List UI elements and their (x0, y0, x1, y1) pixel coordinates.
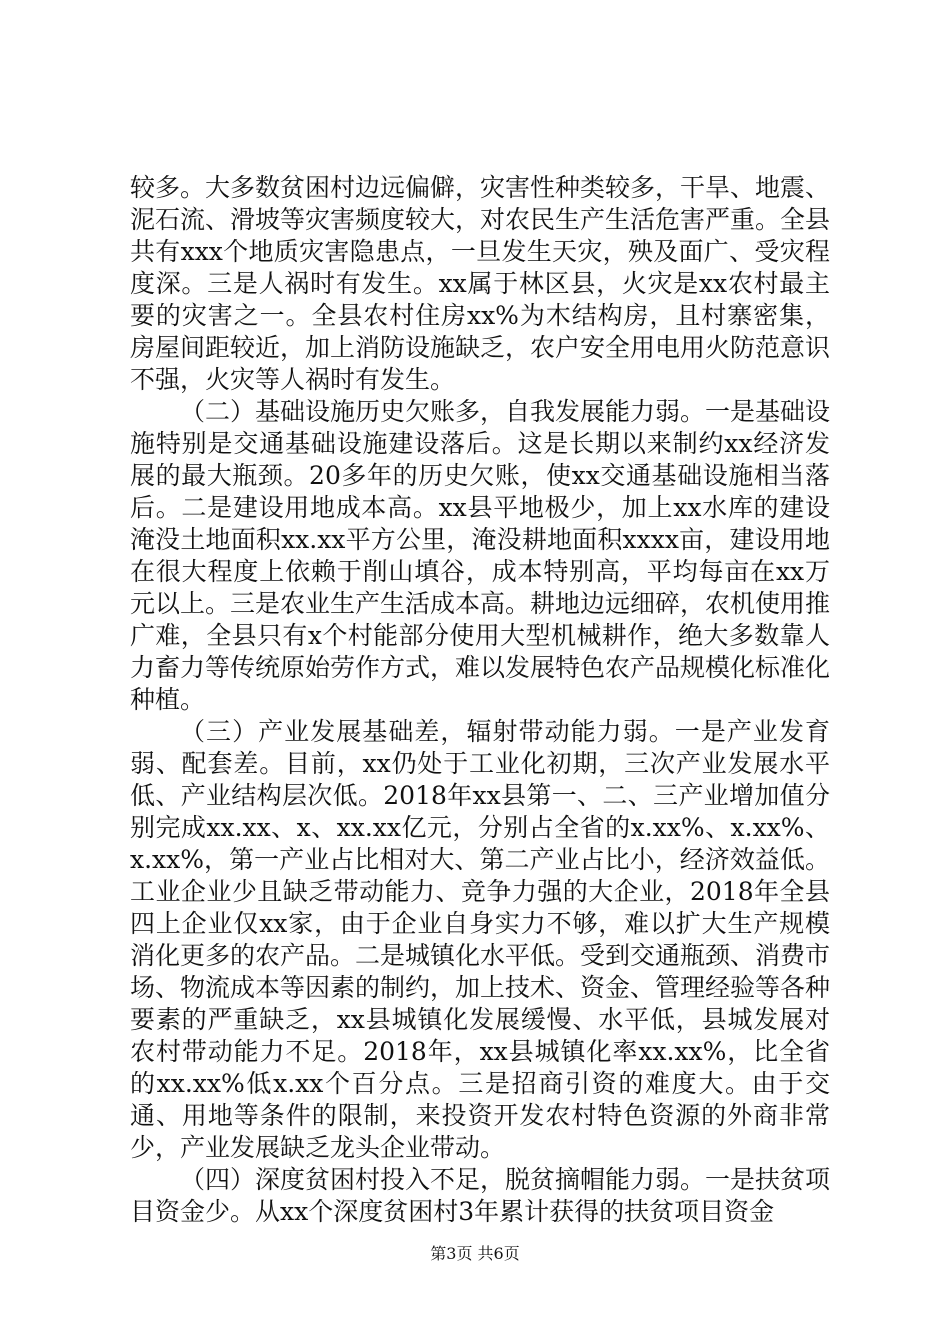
page-number-footer: 第3页 共6页 (430, 1244, 520, 1263)
paragraph-infrastructure: （二）基础设施历史欠账多，自我发展能力弱。一是基础设施特别是交通基础设施建设落后。这是长期以来制约xx经济发展的最大瓶颈。20多年的历史欠账，使xx交通基础设施相当落后。二是建设用地成本高。xx县平地极少，加上xx水库的建设淹没土地面积xx.xx平方公里，淹没耕地面积xxxx亩，建设用地在很大程度上依赖于削山填谷，成本特别高，平均每亩在xx万元以上。三是农业生产生活成本高。耕地边远细碎，农机使用推广难，全县只有x个村能部分使用大型机械耕作，绝大多数靠人力畜力等传统原始劳作方式，难以发展特色农产品规模化标准化种植。 (130, 397, 831, 714)
paragraph-investment: （四）深度贫困村投入不足，脱贫摘帽能力弱。一是扶贫项目资金少。从xx个深度贫困村3年累计获得的扶贫项目资金 (130, 1165, 831, 1226)
body-text (130, 172, 830, 1228)
paragraph-industry: （三）产业发展基础差，辐射带动能力弱。一是产业发育弱、配套差。目前，xx仍处于工业化初期，三次产业发展水平低、产业结构层次低。2018年xx县第一、二、三产业增加值分别完成xx.xx、x、xx.xx亿元，分别占全省的x.xx%、x.xx%、x.xx%，第一产业占比相对大、第二产业占比小，经济效益低。工业企业少且缺乏带动能力、竞争力强的大企业，2018年全县四上企业仅xx家，由于企业自身实力不够，难以扩大生产规模消化更多的农产品。二是城镇化水平低。受到交通瓶颈、消费市场、物流成本等因素的制约，加上技术、资金、管理经验等各种要素的严重缺乏，xx县城镇化发展缓慢、水平低，县城发展对农村带动能力不足。2018年，xx县城镇化率xx.xx%，比全省的xx.xx%低x.xx个百分点。三是招商引资的难度大。由于交通、用地等条件的限制，来投资开发农村特色资源的外商非常少，产业发展缺乏龙头企业带动。 (130, 717, 831, 1162)
paragraph-disaster: 较多。大多数贫困村边远偏僻，灾害性种类较多，干旱、地震、泥石流、滑坡等灾害频度较大，对农民生产生活危害严重。全县共有xxx个地质灾害隐患点，一旦发生天灾，殃及面广、受灾程度深。三是人祸时有发生。xx属于林区县，火灾是xx农村最主要的灾害之一。全县农村住房xx%为木结构房，且村寨密集，房屋间距较近，加上消防设施缺乏，农户安全用电用火防范意识不强，火灾等人祸时有发生。 (130, 173, 831, 394)
